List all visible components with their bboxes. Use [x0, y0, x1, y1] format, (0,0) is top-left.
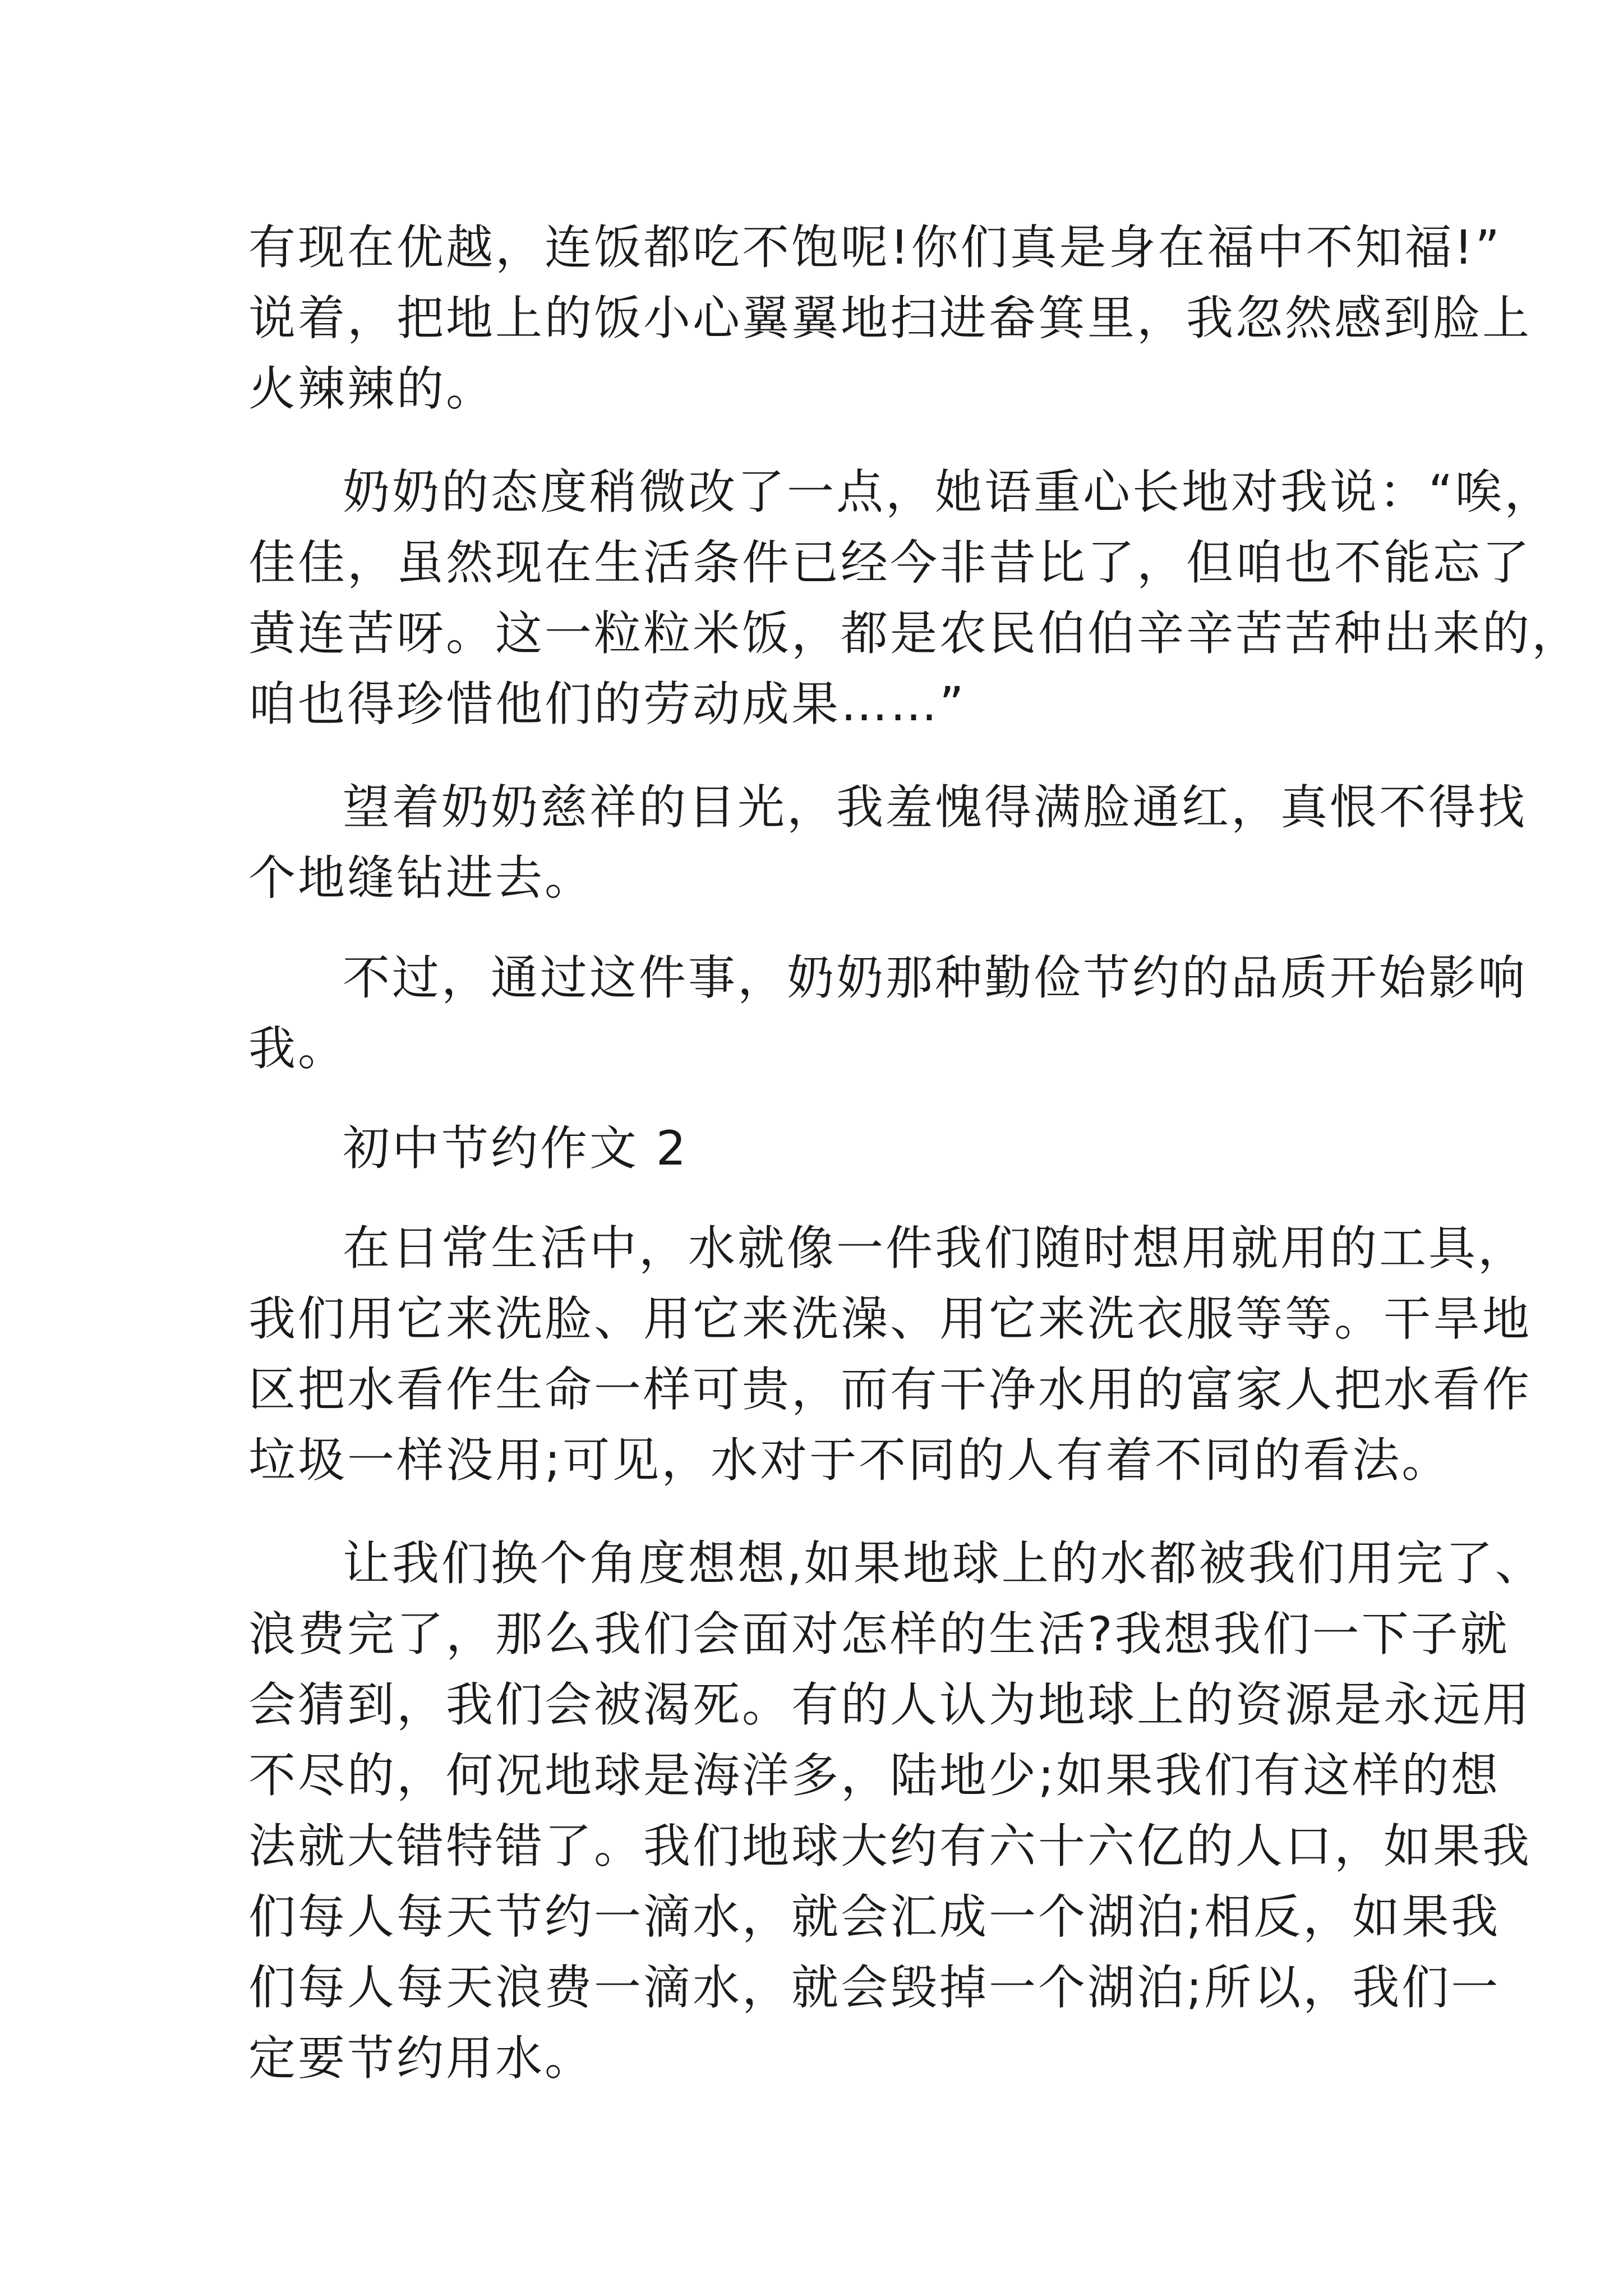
text-line: 个地缝钻进去。	[248, 850, 594, 905]
text-line: 们每人每天节约一滴水，就会汇成一个湖泊;相反，如果我	[248, 1889, 1501, 1944]
text-line: 说着，把地上的饭小心翼翼地扫进畚箕里，我忽然感到脸上	[248, 291, 1532, 346]
text-line: 我。	[248, 1021, 348, 1076]
text-line: 黄连苦呀。这一粒粒米饭，都是农民伯伯辛辛苦苦种出来的，	[248, 606, 1581, 661]
text-line: 区把水看作生命一样可贵，而有干净水用的富家人把水看作	[248, 1362, 1532, 1417]
text-line: 让我们换个角度想想,如果地球上的水都被我们用完了、	[343, 1536, 1544, 1591]
text-line: 佳佳，虽然现在生活条件已经今非昔比了，但咱也不能忘了	[248, 535, 1532, 590]
paragraph-3	[248, 772, 1528, 913]
text-line: 定要节约用水。	[248, 2031, 594, 2086]
text-line: 在日常生活中，水就像一件我们随时想用就用的工具，	[343, 1221, 1528, 1276]
paragraph-1	[248, 212, 1532, 424]
text-line: 奶奶的态度稍微改了一点，她语重心长地对我说：“唉，	[343, 464, 1554, 519]
text-line: 浪费完了，那么我们会面对怎样的生活?我想我们一下子就	[248, 1607, 1510, 1662]
text-line: 火辣辣的。	[248, 361, 496, 416]
paragraph-2	[248, 457, 1581, 739]
text-line: 我们用它来洗脸、用它来洗澡、用它来洗衣服等等。干旱地	[248, 1291, 1532, 1346]
section-heading	[248, 1113, 1393, 1184]
text-line: 垃圾一样没用;可见，水对于不同的人有着不同的看法。	[248, 1433, 1451, 1488]
heading-text: 初中节约作文 2	[343, 1121, 689, 1176]
text-line: 不尽的，何况地球是海洋多，陆地少;如果我们有这样的想	[248, 1748, 1501, 1803]
text-line: 不过，通过这件事，奶奶那种勤俭节约的品质开始影响	[343, 950, 1528, 1005]
paragraph-5	[248, 1213, 1532, 1496]
text-line: 咱也得珍惜他们的劳动成果……”	[248, 677, 966, 731]
paragraph-6	[248, 1528, 1544, 2093]
text-line: 有现在优越，连饭都吃不饱呢!你们真是身在福中不知福!”	[248, 220, 1502, 275]
document-body	[248, 212, 1581, 2093]
text-line: 会猜到，我们会被渴死。有的人认为地球上的资源是永远用	[248, 1677, 1532, 1732]
paragraph-4	[248, 942, 1528, 1084]
text-line: 们每人每天浪费一滴水，就会毁掉一个湖泊;所以，我们一	[248, 1960, 1501, 2015]
text-line: 法就大错特错了。我们地球大约有六十六亿的人口，如果我	[248, 1819, 1532, 1874]
text-line: 望着奶奶慈祥的目光，我羞愧得满脸通红，真恨不得找	[343, 780, 1528, 835]
